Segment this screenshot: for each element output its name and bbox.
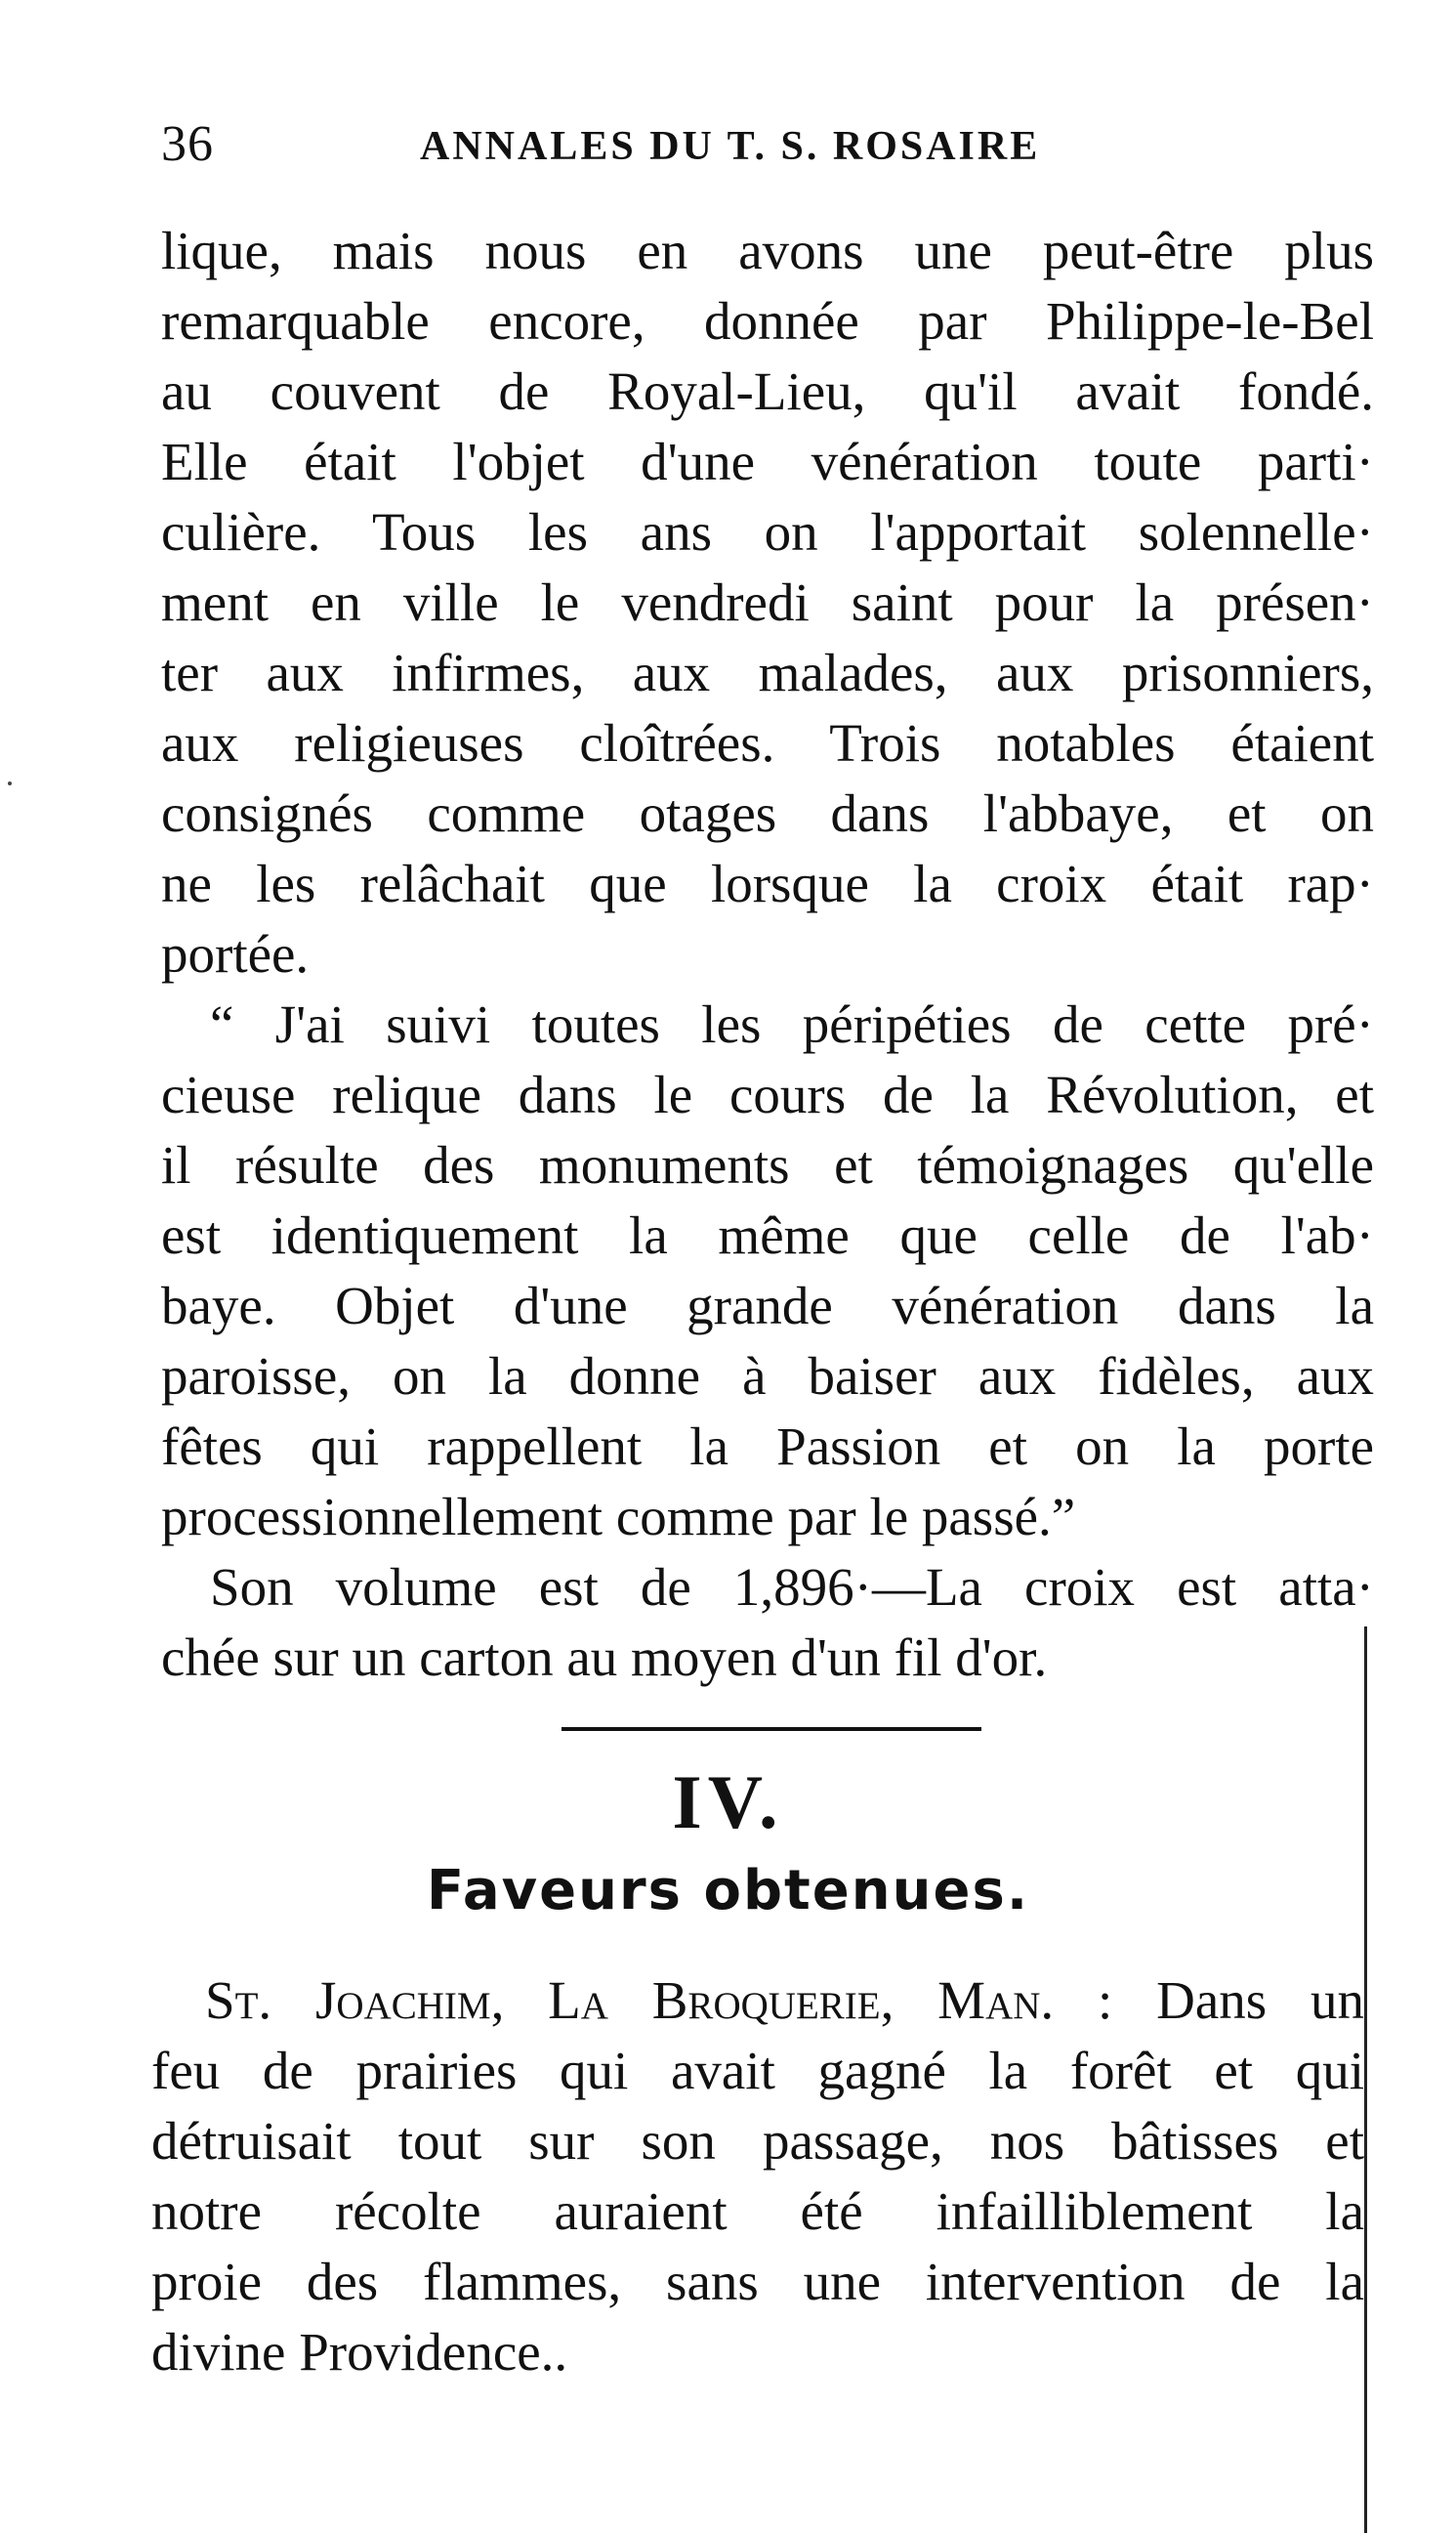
running-head: ANNALES DU T. S. ROSAIRE (420, 124, 1041, 169)
text-line: Son volume est de 1,896·—La croix est atta· (210, 1557, 1374, 1617)
text-line: processionnellement comme par le passé.” (161, 1487, 1076, 1546)
text-line: remarquable encore, donnée par Philippe-le-Bel (161, 291, 1374, 351)
page-header (161, 115, 1138, 184)
text-line (205, 1970, 1364, 2030)
text-line: au couvent de Royal-Lieu, qu'il avait fondé. (161, 361, 1374, 421)
text-line: ter aux infirmes, aux malades, aux prisonniers, (161, 643, 1374, 702)
text-line: “ J'ai suivi toutes les péripéties de cette pré· (210, 994, 1374, 1054)
text-line: consignés comme otages dans l'abbaye, et on (161, 783, 1374, 843)
scan-speck (8, 781, 12, 785)
text-line: ne les relâchait que lorsque la croix était rap· (161, 854, 1374, 913)
text-line: culière. Tous les ans on l'apportait solennelle· (161, 502, 1374, 562)
section-numeral: IV. (672, 1759, 784, 1844)
text-line: aux religieuses cloîtrées. Trois notables étaient (161, 713, 1374, 773)
text-line: feu de prairies qui avait gagné la forêt et qui (151, 2041, 1364, 2100)
text-line: portée. (161, 924, 310, 984)
place-name: St. Joachim, La Broquerie, Man. (205, 1970, 1055, 2030)
scan-edge-line (1364, 1626, 1367, 2533)
text-line: notre récolte auraient été infailliblement la (151, 2181, 1364, 2241)
text-line: paroisse, on la donne à baiser aux fidèles, aux (161, 1346, 1374, 1406)
section-title: Faveurs obtenues. (426, 1859, 1030, 1922)
text-line: fêtes qui rappellent la Passion et on la porte (161, 1416, 1374, 1476)
text-line: détruisait tout sur son passage, nos bâtisses et (151, 2111, 1364, 2171)
text-line: proie des flammes, sans une intervention de la (151, 2252, 1364, 2311)
text-line: cieuse relique dans le cours de la Révolution, et (161, 1065, 1374, 1124)
text-line: ment en ville le vendredi saint pour la présen· (161, 572, 1374, 632)
text-line: baye. Objet d'une grande vénération dans la (161, 1276, 1374, 1335)
section-divider-rule (562, 1727, 981, 1731)
text-line: lique, mais nous en avons une peut-être plus (161, 221, 1374, 280)
page-number: 36 (161, 116, 214, 172)
text-fragment: : Dans un (1098, 1970, 1364, 2030)
text-line: il résulte des monuments et témoignages qu'elle (161, 1135, 1374, 1195)
text-line: Elle était l'objet d'une vénération toute parti· (161, 432, 1374, 491)
text-line: chée sur un carton au moyen d'un fil d'or. (161, 1627, 1048, 1687)
text-line: est identiquement la même que celle de l'ab· (161, 1205, 1374, 1265)
text-line: divine Providence.. (151, 2322, 568, 2382)
